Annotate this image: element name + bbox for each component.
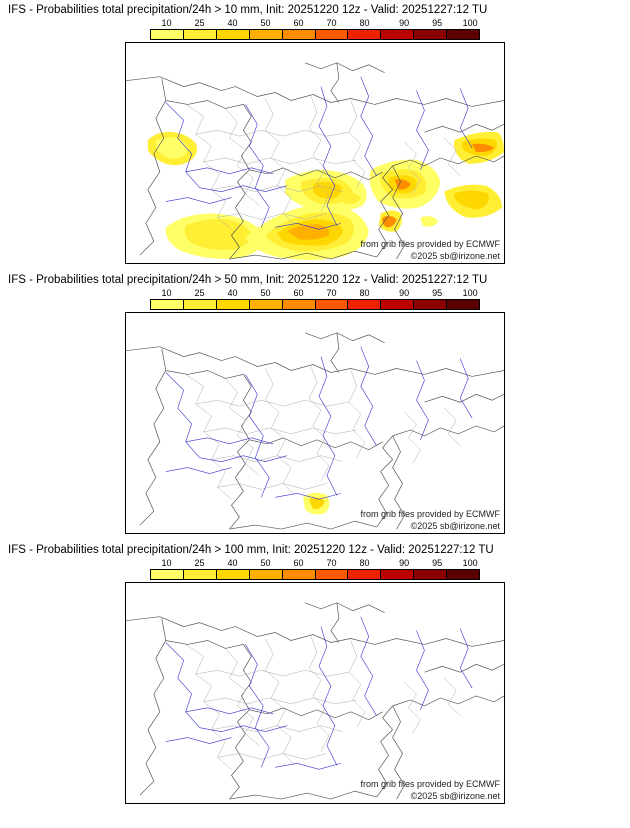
- legend-tick: 95: [432, 558, 443, 568]
- legend-tick: 100: [462, 288, 478, 298]
- site-credit: ©2025 sb@irizone.net: [410, 791, 500, 801]
- legend-color-bar: [150, 569, 480, 580]
- legend-tick: 10: [161, 18, 172, 28]
- legend-swatch: [447, 30, 479, 39]
- legend-swatch: [151, 30, 184, 39]
- legend-tick: 70: [326, 18, 337, 28]
- legend-swatch: [414, 300, 447, 309]
- map-graphics: [126, 43, 504, 263]
- map-graphics: [126, 313, 504, 533]
- legend-swatch: [250, 30, 283, 39]
- legend-swatch: [151, 300, 184, 309]
- forecast-panel-10mm: [0, 0, 630, 264]
- probability-legend: [150, 18, 480, 40]
- legend-tick: 90: [399, 288, 410, 298]
- legend-swatch: [217, 300, 250, 309]
- legend-swatch: [283, 30, 316, 39]
- legend-swatch: [217, 570, 250, 579]
- legend-swatch: [250, 570, 283, 579]
- legend-tick: 25: [194, 558, 205, 568]
- legend-tick: 50: [260, 18, 271, 28]
- legend-tick: 70: [326, 558, 337, 568]
- map-canvas-10mm[interactable]: [125, 42, 505, 264]
- map-canvas-50mm[interactable]: [125, 312, 505, 534]
- legend-tick: 95: [432, 288, 443, 298]
- legend-tick: 60: [293, 288, 304, 298]
- rivers-layer: [166, 617, 472, 770]
- legend-color-bar: [150, 299, 480, 310]
- legend-tick: 100: [462, 18, 478, 28]
- legend-tick: 80: [359, 558, 370, 568]
- legend-tick: 60: [293, 18, 304, 28]
- legend-swatch: [447, 300, 479, 309]
- legend-tick: 60: [293, 558, 304, 568]
- panel-title: IFS - Probabilities total precipitation/24h > 10 mm, Init: 20251220 12z - Valid: 20251227:12 TU: [8, 4, 488, 16]
- legend-tick: 80: [359, 288, 370, 298]
- legend-tick: 25: [194, 288, 205, 298]
- probability-legend: [150, 558, 480, 580]
- legend-tick: 90: [399, 558, 410, 568]
- legend-tick: 40: [227, 288, 238, 298]
- legend-swatch: [316, 30, 349, 39]
- legend-tick-labels: [150, 288, 480, 299]
- legend-swatch: [283, 570, 316, 579]
- legend-tick: 40: [227, 558, 238, 568]
- legend-swatch: [414, 30, 447, 39]
- legend-tick: 95: [432, 18, 443, 28]
- legend-swatch: [348, 30, 381, 39]
- legend-swatch: [381, 30, 414, 39]
- legend-swatch: [348, 570, 381, 579]
- coastline-layer: [126, 603, 504, 799]
- legend-tick: 50: [260, 558, 271, 568]
- legend-tick: 80: [359, 18, 370, 28]
- legend-tick: 10: [161, 558, 172, 568]
- ecmwf-credit: from grib files provided by ECMWF: [360, 509, 500, 519]
- legend-swatch: [217, 30, 250, 39]
- legend-swatch: [151, 570, 184, 579]
- legend-tick: 90: [399, 18, 410, 28]
- rivers-layer: [166, 347, 472, 500]
- legend-tick-labels: [150, 18, 480, 29]
- legend-tick: 70: [326, 288, 337, 298]
- legend-swatch: [283, 300, 316, 309]
- legend-tick: 40: [227, 18, 238, 28]
- legend-swatch: [184, 570, 217, 579]
- legend-swatch: [184, 300, 217, 309]
- legend-tick: 100: [462, 558, 478, 568]
- map-graphics: [126, 583, 504, 803]
- legend-swatch: [414, 570, 447, 579]
- legend-swatch: [381, 570, 414, 579]
- map-canvas-100mm[interactable]: [125, 582, 505, 804]
- site-credit: ©2025 sb@irizone.net: [410, 251, 500, 261]
- legend-swatch: [348, 300, 381, 309]
- panel-title: IFS - Probabilities total precipitation/24h > 100 mm, Init: 20251220 12z - Valid: 20251227:12 TU: [8, 544, 494, 556]
- legend-swatch: [316, 570, 349, 579]
- panel-title: IFS - Probabilities total precipitation/24h > 50 mm, Init: 20251220 12z - Valid: 20251227:12 TU: [8, 274, 488, 286]
- legend-tick: 50: [260, 288, 271, 298]
- legend-swatch: [184, 30, 217, 39]
- legend-swatch: [381, 300, 414, 309]
- legend-tick: 25: [194, 18, 205, 28]
- legend-swatch: [250, 300, 283, 309]
- ecmwf-credit: from grib files provided by ECMWF: [360, 779, 500, 789]
- legend-swatch: [447, 570, 479, 579]
- legend-swatch: [316, 300, 349, 309]
- forecast-panel-100mm: [0, 540, 630, 804]
- legend-color-bar: [150, 29, 480, 40]
- forecast-panel-50mm: [0, 270, 630, 534]
- probability-legend: [150, 288, 480, 310]
- legend-tick-labels: [150, 558, 480, 569]
- site-credit: ©2025 sb@irizone.net: [410, 521, 500, 531]
- ecmwf-credit: from grib files provided by ECMWF: [360, 239, 500, 249]
- legend-tick: 10: [161, 288, 172, 298]
